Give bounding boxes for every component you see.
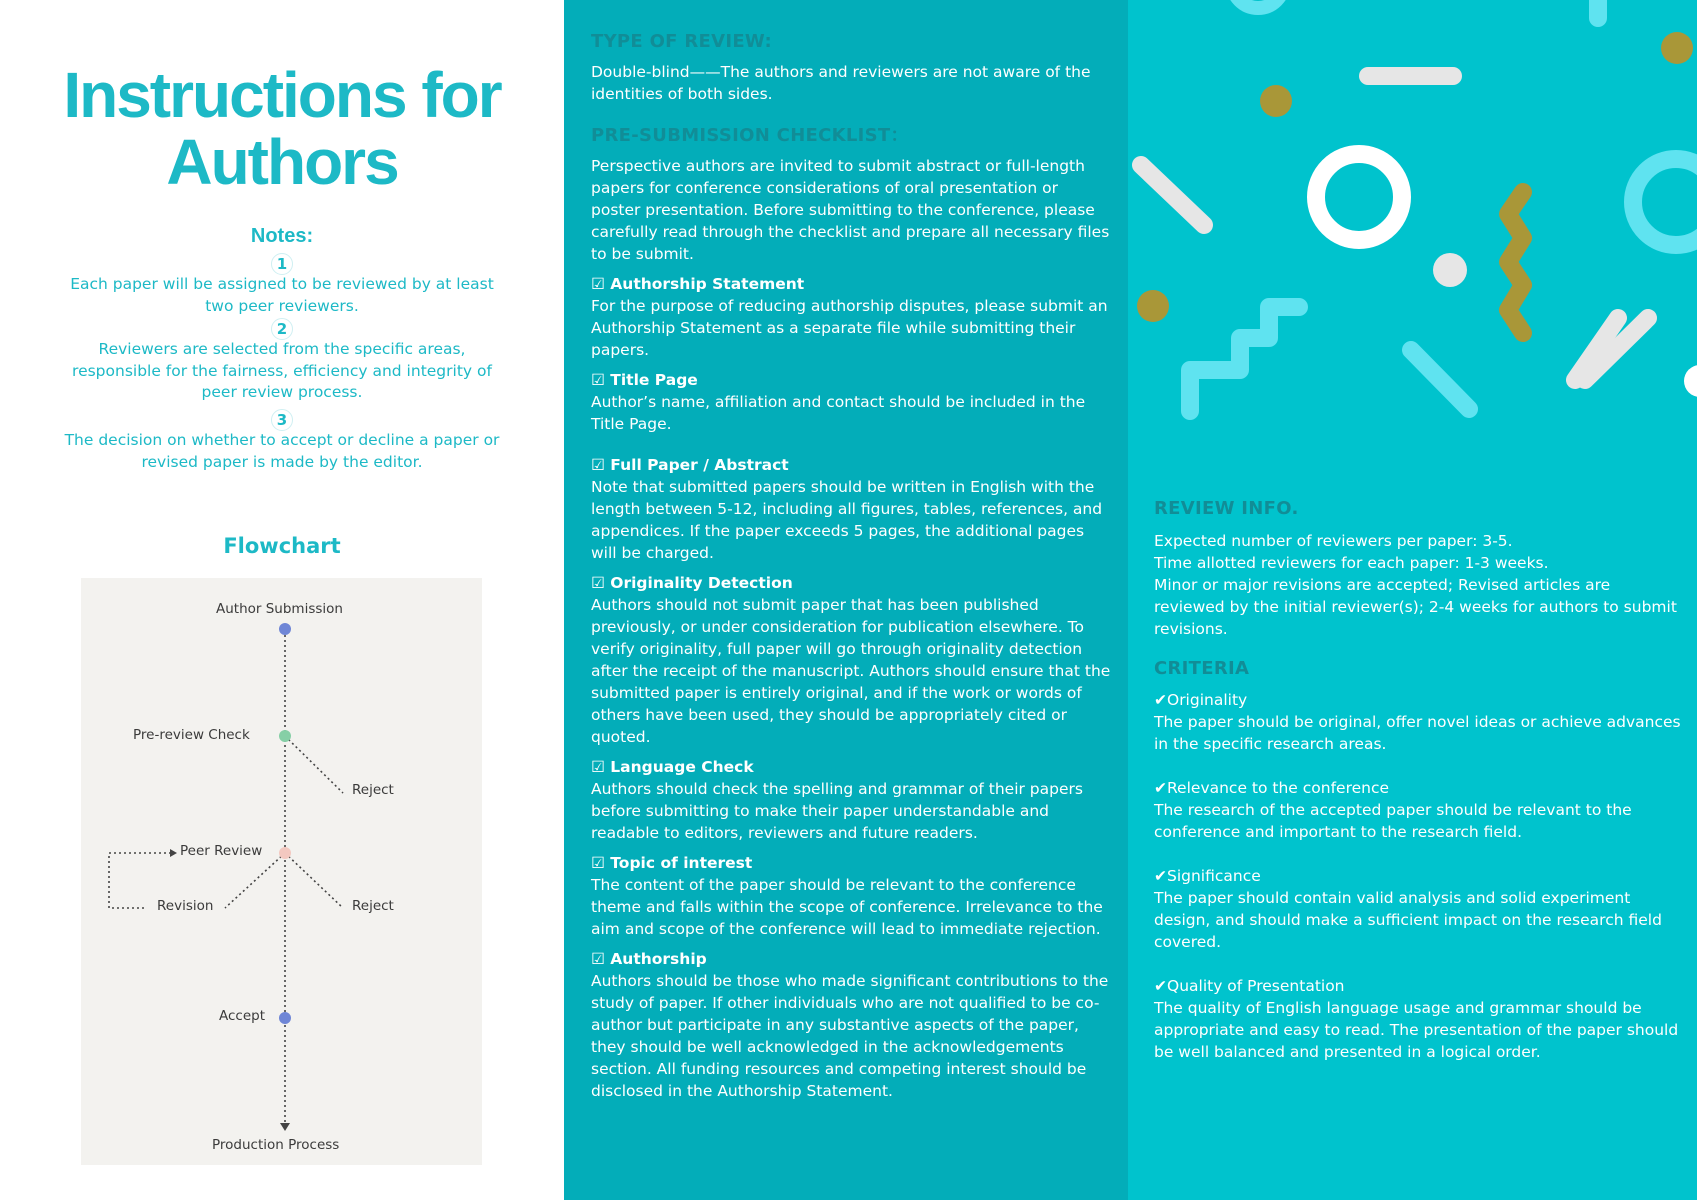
production-arrow-head — [280, 1123, 290, 1131]
review-info-list — [1154, 530, 1684, 640]
decor-ring-top — [1232, 0, 1284, 8]
criteria-item-relevance — [1154, 777, 1684, 843]
criteria-item-title: ✔Quality of Presentation — [1154, 977, 1345, 995]
flow-label-accept: Accept — [219, 1008, 266, 1024]
flow-label-peer-review: Peer Review — [180, 843, 263, 859]
checklist-item-title: ☑ Originality Detection — [591, 574, 793, 592]
flow-label-reject-1: Reject — [352, 782, 394, 798]
flowchart-connectors — [81, 578, 482, 1165]
note-3 — [62, 409, 502, 473]
revision-line — [225, 853, 285, 908]
decor-stairs-blue — [1190, 307, 1299, 411]
revision-loop-arrow-head — [170, 849, 177, 857]
checklist-item-text: For the purpose of reducing authorship disputes, please submit an Authorship Statement as a separate file while submitting their papers. — [591, 297, 1108, 359]
decorative-confetti — [1128, 0, 1697, 460]
checklist-item-title: ☑ Full Paper / Abstract — [591, 456, 789, 474]
notes-heading: Notes: — [250, 225, 314, 247]
criteria-item-title: ✔Relevance to the conference — [1154, 779, 1390, 797]
flow-label-author-submission: Author Submission — [216, 601, 343, 617]
reject-1-line — [285, 736, 343, 793]
review-info-line: Time allotted reviewers for each paper: 1-3 weeks. — [1154, 554, 1549, 572]
review-info-line: Expected number of reviewers per paper: 3-5. — [1154, 532, 1513, 550]
type-of-review-text: Double-blind——The authors and reviewers are not aware of the identities of both sides. — [591, 63, 1091, 103]
flowchart-heading: Flowchart — [223, 534, 341, 558]
note-text-3: The decision on whether to accept or decline a paper or revised paper is made by the editor. — [64, 431, 500, 471]
checklist-item-originality-detection — [591, 572, 1111, 748]
criteria-item-title: ✔Significance — [1154, 867, 1261, 885]
decor-bar-gray-2 — [1141, 165, 1204, 225]
decor-ring-white — [1316, 154, 1402, 240]
checklist-item-topic-of-interest — [591, 852, 1111, 940]
decor-dot-olive-2 — [1260, 85, 1292, 117]
decor-dot-gray — [1433, 253, 1467, 287]
checklist-item-authorship — [591, 948, 1111, 1102]
note-text-2: Reviewers are selected from the specific areas, responsible for the fairness, efficiency and integrity of peer review process. — [72, 340, 492, 401]
checklist-item-text: The content of the paper should be relevant to the conference theme and falls within the scope of conference. Irrelevance to the aim and scope of the conference will lead to immediate rejection. — [591, 876, 1103, 938]
criteria-item-text: The quality of English language usage and grammar should be appropriate and easy to read. The presentation of the paper should be well balanced and presented in a logical order. — [1154, 999, 1679, 1061]
flow-label-production-process: Production Process — [212, 1137, 340, 1153]
review-info-section — [1154, 497, 1684, 1063]
checklist-item-text: Authors should check the spelling and grammar of their papers before submitting to make their paper understandable and readable to editors, reviewers and future readers. — [591, 780, 1083, 842]
note-text-1: Each paper will be assigned to be reviewed by at least two peer reviewers. — [70, 275, 494, 315]
type-of-review-heading: TYPE OF REVIEW: — [591, 31, 773, 52]
checklist-item-title: ☑ Language Check — [591, 758, 754, 776]
criteria-item-originality — [1154, 689, 1684, 755]
criteria-item-text: The research of the accepted paper should be relevant to the conference and important to the research field. — [1154, 801, 1632, 841]
review-info-heading: REVIEW INFO. — [1154, 498, 1299, 519]
checklist-item-text: Authors should not submit paper that has been published previously, or under consideration for publication elsewhere. To verify originality, full paper will go through originality detection after the receipt of the manuscript. Authors should ensure that the submitted paper is entirely original, and if the work or words of others have been used, they should be appropriately cited or quoted. — [591, 596, 1111, 746]
checklist-item-text: Authors should be those who made significant contributions to the study of paper. If other individuals who are not qualified to be co-author but participate in any substantive aspects of the paper, they should be well acknowledged in the acknowledgements section. All funding resources and competing interest should be disclosed in the Authorship Statement. — [591, 972, 1109, 1100]
flow-label-pre-review-check: Pre-review Check — [133, 727, 250, 743]
checklist-item-authorship-statement — [591, 273, 1111, 361]
criteria-item-text: The paper should be original, offer novel ideas or achieve advances in the specific research areas. — [1154, 713, 1681, 753]
checklist-intro: Perspective authors are invited to submit abstract or full-length papers for conference considerations of oral presentation or poster presentation. Before submitting to the conference, please carefully read through the checklist and prepare all necessary files to be submit. — [591, 157, 1110, 263]
criteria-item-title: ✔Originality — [1154, 691, 1248, 709]
note-1 — [62, 253, 502, 317]
decor-dot-white — [1684, 365, 1697, 397]
flow-label-revision: Revision — [157, 898, 214, 914]
page-title — [20, 59, 544, 198]
checklist-item-language-check — [591, 756, 1111, 844]
node-pre-review-check — [279, 730, 291, 742]
title-line-1: Instructions for — [63, 59, 501, 131]
decor-bar-blue — [1411, 350, 1469, 409]
criteria-item-text: The paper should contain valid analysis and solid experiment design, and should make a sufficient impact on the research field covered. — [1154, 889, 1662, 951]
checklist-item-full-paper — [591, 454, 1111, 564]
flowchart-diagram — [81, 578, 482, 1165]
checklist-item-title: ☑ Title Page — [591, 371, 698, 389]
decor-dot-olive-3 — [1137, 290, 1169, 322]
criteria-heading: CRITERIA — [1154, 658, 1250, 679]
decor-ring-right — [1633, 159, 1697, 245]
checklist-heading: PRE-SUBMISSION CHECKLIST： — [591, 125, 909, 146]
checklist-item-text: Author’s name, affiliation and contact should be included in the Title Page. — [591, 393, 1086, 433]
checklist-item-title: ☑ Authorship Statement — [591, 275, 805, 293]
decor-zigzag-olive — [1508, 192, 1523, 333]
reject-2-line — [285, 853, 343, 908]
title-line-2: Authors — [166, 126, 398, 198]
checklist-item-title-page — [591, 369, 1111, 435]
right-panel — [1128, 0, 1697, 1200]
note-number-3: 3 — [271, 409, 293, 431]
submission-guidelines — [591, 30, 1111, 1102]
node-accept — [279, 1012, 291, 1024]
left-panel — [0, 0, 564, 1200]
note-number-1: 1 — [271, 253, 293, 275]
note-2 — [62, 318, 502, 404]
note-number-2: 2 — [271, 318, 293, 340]
criteria-item-quality — [1154, 975, 1684, 1063]
decor-dot-olive-1 — [1661, 32, 1693, 64]
checklist-item-title: ☑ Authorship — [591, 950, 707, 968]
middle-panel — [564, 0, 1128, 1200]
criteria-item-significance — [1154, 865, 1684, 953]
checklist-item-title: ☑ Topic of interest — [591, 854, 753, 872]
review-info-line: Minor or major revisions are accepted; Revised articles are reviewed by the initial reviewer(s); 2-4 weeks for authors to submit revisions. — [1154, 576, 1677, 638]
node-author-submission — [279, 623, 291, 635]
checklist-item-text: Note that submitted papers should be written in English with the length between 5-12, including all figures, tables, references, and appendices. If the paper exceeds 5 pages, the additional pages will be charged. — [591, 478, 1103, 562]
node-peer-review — [279, 847, 291, 859]
flow-label-reject-2: Reject — [352, 898, 394, 914]
